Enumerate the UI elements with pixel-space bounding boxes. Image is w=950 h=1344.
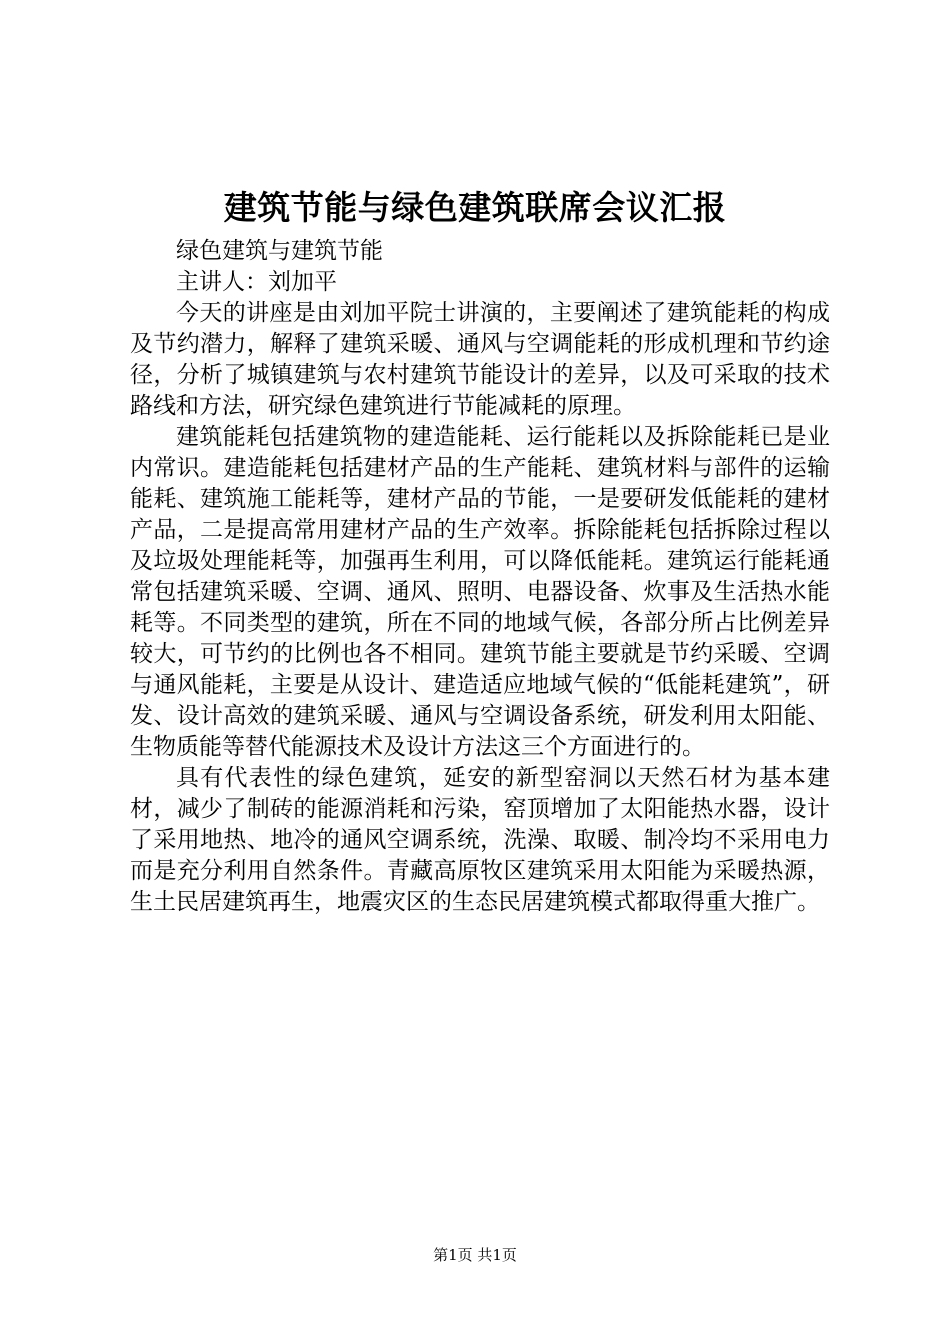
paragraph: 具有代表性的绿色建筑，延安的新型窑洞以天然石材为基本建材，减少了制砖的能源消耗和污染，窑顶增加了太阳能热水器，设计了采用地热、地冷的通风空调系统，洗澡、取暖、制冷均不采用电力而是充分利用自然条件。青藏高原牧区建筑采用太阳能为采暖热源，生土民居建筑再生，地震灾区的生态民居建筑模式都取得重大推广。	[130, 765, 830, 915]
paragraph: 今天的讲座是由刘加平院士讲演的，主要阐述了建筑能耗的构成及节约潜力，解释了建筑采暖、通风与空调能耗的形成机理和节约途径，分析了城镇建筑与农村建筑节能设计的差异，以及可采取的技术路线和方法，研究绿色建筑进行节能减耗的原理。	[130, 300, 830, 419]
speaker-line: 主讲人：刘加平	[176, 269, 337, 295]
paragraph: 建筑能耗包括建筑物的建造能耗、运行能耗以及拆除能耗已是业内常识。建造能耗包括建材产品的生产能耗、建筑材料与部件的运输能耗、建筑施工能耗等，建材产品的节能，一是要研发低能耗的建材产品，二是提高常用建材产品的生产效率。拆除能耗包括拆除过程以及垃圾处理能耗等，加强再生利用，可以降低能耗。建筑运行能耗通常包括建筑采暖、空调、通风、照明、电器设备、炊事及生活热水能耗等。不同类型的建筑，所在不同的地域气候，各部分所占比例差异较大，可节约的比例也各不相同。建筑节能主要就是节约采暖、空调与通风能耗，主要是从设计、建造适应地域气候的“低能耗建筑”，研发、设计高效的建筑采暖、通风与空调设备系统，研发利用太阳能、生物质能等替代能源技术及设计方法这三个方面进行的。	[130, 424, 830, 760]
document-title: 建筑节能与绿色建筑联席会议汇报	[223, 188, 727, 227]
document-body	[130, 236, 830, 918]
subtitle-line: 绿色建筑与建筑节能	[176, 238, 383, 264]
page-footer: 第1页 共1页	[433, 1246, 517, 1264]
